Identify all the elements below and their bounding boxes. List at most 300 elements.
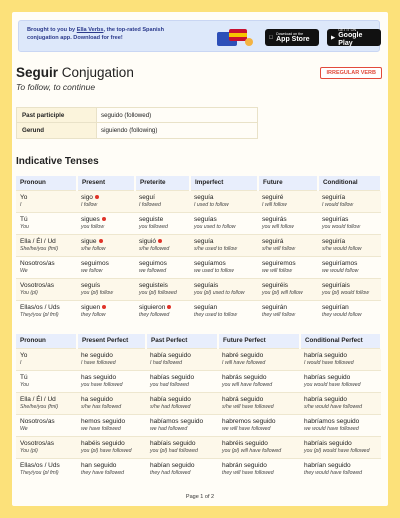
pronoun-translation: You (pl) xyxy=(20,447,38,454)
translation: you have followed xyxy=(81,381,123,388)
column-header: Preterite xyxy=(135,176,190,190)
conjugation-cell xyxy=(77,234,135,256)
column-header: Imperfect xyxy=(190,176,258,190)
conjugated-form: seguiría xyxy=(322,193,346,201)
conjugated-form: habéis seguido xyxy=(81,439,125,447)
pronoun-cell xyxy=(16,458,77,480)
conjugation-cell xyxy=(300,348,381,370)
translation: you (pl) have followed xyxy=(81,447,132,454)
conjugation-cell xyxy=(300,370,381,392)
conjugated-form: seguía xyxy=(194,237,214,245)
conjugation-cell xyxy=(318,234,381,256)
column-header: Conditional xyxy=(318,176,381,190)
conjugated-form-wrap xyxy=(81,259,135,268)
translation: I will follow xyxy=(262,201,287,208)
translation: they will follow xyxy=(262,311,296,318)
table-row xyxy=(16,278,381,300)
conjugated-form-wrap xyxy=(262,281,318,290)
translation: you will have followed xyxy=(222,381,273,388)
conjugated-form-wrap xyxy=(222,461,300,470)
conjugation-cell xyxy=(318,212,381,234)
conjugated-form: seguiste xyxy=(139,215,164,223)
conjugated-form: siguió xyxy=(139,237,156,245)
gerund-value: siguiendo (following) xyxy=(101,127,158,134)
conjugation-cell xyxy=(146,458,218,480)
translation: s/he will follow xyxy=(262,245,296,252)
conjugated-form-wrap xyxy=(262,237,318,246)
conjugated-form: sigues xyxy=(81,215,100,223)
app-store-sub: Download on the xyxy=(272,31,299,36)
pronoun: Yo xyxy=(20,351,28,359)
translation: you had followed xyxy=(150,381,189,388)
conjugation-cell xyxy=(135,212,190,234)
translation: you (pl) used to follow xyxy=(194,289,245,296)
pronoun-translation: We xyxy=(20,267,28,274)
translation: they follow xyxy=(81,311,106,318)
page-title xyxy=(16,64,134,82)
conjugated-form-wrap xyxy=(304,351,381,360)
translation: they will have followed xyxy=(222,469,274,476)
pronoun-cell xyxy=(16,278,77,300)
translation: s/he used to follow xyxy=(194,245,237,252)
translation: s/he would have followed xyxy=(304,403,362,410)
column-header: Present Perfect xyxy=(77,334,146,348)
table-row xyxy=(16,436,381,458)
conjugated-form-wrap xyxy=(262,259,318,268)
conjugation-cell xyxy=(146,348,218,370)
promo-banner xyxy=(18,20,380,52)
conjugation-cell xyxy=(77,436,146,458)
translation: s/he had followed xyxy=(150,403,191,410)
translation: I had followed xyxy=(150,359,183,366)
conjugated-form: habré seguido xyxy=(222,351,264,359)
conjugation-cell xyxy=(135,278,190,300)
verb-translation: To follow, to continue xyxy=(16,82,96,92)
pronoun-cell xyxy=(16,414,77,436)
conjugated-form: seguís xyxy=(81,281,101,289)
conjugated-form-wrap xyxy=(81,215,135,224)
verb-name: Seguir xyxy=(16,65,59,80)
conjugation-cell xyxy=(218,370,300,392)
conjugation-cell xyxy=(218,392,300,414)
conjugation-cell xyxy=(218,348,300,370)
pronoun-translation: They/you (pl fml) xyxy=(20,469,59,476)
conjugation-cell xyxy=(300,436,381,458)
conjugation-cell xyxy=(258,212,318,234)
conjugated-form-wrap xyxy=(139,237,190,246)
column-header: Past Perfect xyxy=(146,334,218,348)
conjugated-form: habréis seguido xyxy=(222,439,268,447)
irregular-verb-badge: IRREGULAR VERB xyxy=(320,67,382,79)
participle-row xyxy=(17,108,257,123)
pronoun-translation: You xyxy=(20,381,29,388)
pronoun-cell xyxy=(16,212,77,234)
conjugated-form-wrap xyxy=(81,237,135,246)
translation: s/he followed xyxy=(139,245,170,252)
conjugation-cell xyxy=(258,190,318,212)
translation: I follow xyxy=(81,201,98,208)
conjugated-form: seguías xyxy=(194,215,217,223)
promo-prefix: Brought to you by xyxy=(27,27,77,33)
conjugated-form-wrap xyxy=(222,417,300,426)
table-row xyxy=(16,256,381,278)
conjugated-form-wrap xyxy=(81,281,135,290)
irregular-dot-icon xyxy=(102,305,106,309)
column-header: Pronoun xyxy=(16,176,77,190)
conjugated-form: había seguido xyxy=(150,351,191,359)
conjugation-cell xyxy=(135,256,190,278)
table-row xyxy=(16,414,381,436)
conjugated-form-wrap xyxy=(81,461,146,470)
conjugated-form-wrap xyxy=(222,439,300,448)
conjugation-cell xyxy=(218,414,300,436)
pronoun: Yo xyxy=(20,193,28,201)
conjugation-cell xyxy=(258,300,318,322)
conjugated-form-wrap xyxy=(222,351,300,360)
conjugated-form: habríais seguido xyxy=(304,439,352,447)
translation: we will follow xyxy=(262,267,292,274)
conjugated-form: seguirán xyxy=(262,303,287,311)
table-row xyxy=(16,212,381,234)
translation: you will follow xyxy=(262,223,294,230)
conjugation-cell xyxy=(135,190,190,212)
translation: they had followed xyxy=(150,469,191,476)
participle-label: Past participle xyxy=(17,108,97,122)
conjugated-form: habrán seguido xyxy=(222,461,267,469)
pronoun: Ellas/os / Uds xyxy=(20,303,60,311)
irregular-dot-icon xyxy=(158,239,162,243)
pronoun-cell xyxy=(16,370,77,392)
conjugated-form-wrap xyxy=(81,439,146,448)
pronoun-translation: You (pl) xyxy=(20,289,38,296)
conjugated-form: seguirían xyxy=(322,303,349,311)
table-row xyxy=(16,190,381,212)
conjugation-cell xyxy=(77,190,135,212)
pronoun-cell xyxy=(16,348,77,370)
column-header: Present xyxy=(77,176,135,190)
conjugation-cell xyxy=(258,234,318,256)
irregular-dot-icon xyxy=(102,217,106,221)
conjugated-form-wrap xyxy=(194,281,258,290)
conjugated-form: siguieron xyxy=(139,303,166,311)
column-header: Conditional Perfect xyxy=(300,334,381,348)
conjugated-form-wrap xyxy=(194,215,258,224)
conjugated-form-wrap xyxy=(304,417,381,426)
conjugation-cell xyxy=(190,278,258,300)
conjugation-cell xyxy=(135,234,190,256)
conjugation-cell xyxy=(318,300,381,322)
translation: s/he would follow xyxy=(322,245,362,252)
conjugated-form-wrap xyxy=(194,303,258,312)
conjugation-cell xyxy=(300,392,381,414)
conjugated-form-wrap xyxy=(139,215,190,224)
pronoun-translation: She/he/you (fml) xyxy=(20,245,59,252)
translation: we have followed xyxy=(81,425,121,432)
pronoun: Ella / Él / Ud xyxy=(20,395,56,403)
conjugated-form: habíais seguido xyxy=(150,439,196,447)
conjugated-form-wrap xyxy=(304,461,381,470)
conjugated-form: habían seguido xyxy=(150,461,195,469)
conjugated-form-wrap xyxy=(139,259,190,268)
translation: you followed xyxy=(139,223,168,230)
column-header: Future Perfect xyxy=(218,334,300,348)
translation: you would follow xyxy=(322,223,361,230)
conjugated-form: seguíamos xyxy=(194,259,226,267)
translation: s/he has followed xyxy=(81,403,122,410)
gerund-row xyxy=(17,123,257,138)
conjugation-cell xyxy=(77,256,135,278)
irregular-dot-icon xyxy=(95,195,99,199)
translation: I would have followed xyxy=(304,359,354,366)
apple-icon xyxy=(269,35,273,41)
translation: s/he follow xyxy=(81,245,106,252)
ella-verbs-link[interactable]: Ella Verbs xyxy=(76,27,104,33)
section-title: Indicative Tenses xyxy=(16,156,99,167)
translation: we had followed xyxy=(150,425,188,432)
conjugated-form: seguiré xyxy=(262,193,284,201)
translation: we would have followed xyxy=(304,425,359,432)
conjugated-form-wrap xyxy=(322,215,381,224)
translation: we will have followed xyxy=(222,425,271,432)
conjugation-cell xyxy=(77,392,146,414)
translation: we used to follow xyxy=(194,267,234,274)
conjugated-form-wrap xyxy=(262,215,318,224)
conjugated-form-wrap xyxy=(81,373,146,382)
gerund-label: Gerund xyxy=(17,123,97,138)
conjugated-form-wrap xyxy=(150,351,218,360)
title-rest: Conjugation xyxy=(58,65,134,80)
translation: you (pl) would follow xyxy=(322,289,369,296)
conjugated-form-wrap xyxy=(322,193,381,202)
conjugated-form: seguiría xyxy=(322,237,346,245)
pronoun-cell xyxy=(16,300,77,322)
pronoun-translation: They/you (pl fml) xyxy=(20,311,59,318)
conjugated-form-wrap xyxy=(81,303,135,312)
conjugation-cell xyxy=(318,256,381,278)
conjugation-cell xyxy=(218,436,300,458)
conjugated-form: seguirás xyxy=(262,215,287,223)
table-row xyxy=(16,300,381,322)
conjugated-form-wrap xyxy=(262,193,318,202)
conjugation-cell xyxy=(218,458,300,480)
conjugated-form: habrían seguido xyxy=(304,461,351,469)
conjugated-form-wrap xyxy=(150,395,218,404)
conjugation-cell xyxy=(146,392,218,414)
irregular-dot-icon xyxy=(99,239,103,243)
conjugated-form: sigue xyxy=(81,237,97,245)
conjugated-form-wrap xyxy=(194,259,258,268)
app-store-button[interactable] xyxy=(265,29,319,46)
conjugated-form-wrap xyxy=(150,417,218,426)
conjugated-form: seguirá xyxy=(262,237,284,245)
translation: I have followed xyxy=(81,359,116,366)
conjugation-cell xyxy=(190,212,258,234)
irregular-dot-icon xyxy=(167,305,171,309)
conjugated-form-wrap xyxy=(81,395,146,404)
conjugation-cell xyxy=(318,278,381,300)
conjugated-form-wrap xyxy=(139,303,190,312)
conjugation-cell xyxy=(258,278,318,300)
conjugated-form-wrap xyxy=(222,373,300,382)
conjugated-form: habrá seguido xyxy=(222,395,264,403)
conjugation-cell xyxy=(77,458,146,480)
play-icon: ▶ xyxy=(331,34,336,41)
translation: you would have followed xyxy=(304,381,361,388)
translation: we followed xyxy=(139,267,167,274)
translation: I will have followed xyxy=(222,359,266,366)
conjugated-form-wrap xyxy=(222,395,300,404)
translation: you (pl) would have followed xyxy=(304,447,370,454)
conjugated-form-wrap xyxy=(322,237,381,246)
translation: you (pl) will follow xyxy=(262,289,303,296)
compound-tenses-table xyxy=(16,334,382,480)
conjugation-cell xyxy=(190,190,258,212)
conjugation-cell xyxy=(77,348,146,370)
pronoun: Tú xyxy=(20,373,28,381)
conjugated-form: seguí xyxy=(139,193,155,201)
conjugated-form: habría seguido xyxy=(304,351,348,359)
conjugation-cell xyxy=(190,234,258,256)
conjugation-page xyxy=(12,12,388,506)
conjugated-form: seguiríamos xyxy=(322,259,358,267)
conjugation-cell xyxy=(190,300,258,322)
translation: s/he will have followed xyxy=(222,403,274,410)
conjugated-form-wrap xyxy=(322,259,381,268)
conjugated-form-wrap xyxy=(304,373,381,382)
conjugated-form: seguiréis xyxy=(262,281,289,289)
pronoun-translation: I xyxy=(20,359,22,366)
pronoun-translation: I xyxy=(20,201,22,208)
pronoun-translation: We xyxy=(20,425,28,432)
translation: they would have followed xyxy=(304,469,362,476)
promo-text xyxy=(27,26,177,42)
table-row xyxy=(16,370,381,392)
conjugated-form: hemos seguido xyxy=(81,417,126,425)
conjugation-cell xyxy=(77,414,146,436)
conjugated-form: había seguido xyxy=(150,395,191,403)
column-header: Future xyxy=(258,176,318,190)
conjugated-form-wrap xyxy=(150,373,218,382)
conjugated-form: habría seguido xyxy=(304,395,348,403)
conjugated-form: seguiríais xyxy=(322,281,350,289)
table-row xyxy=(16,392,381,414)
google-play-button[interactable] xyxy=(327,29,381,46)
app-store-label: App Store xyxy=(272,35,306,43)
conjugated-form: habíamos seguido xyxy=(150,417,204,425)
pronoun: Vosotros/as xyxy=(20,439,54,447)
conjugated-form: he seguido xyxy=(81,351,113,359)
pronoun: Ellas/os / Uds xyxy=(20,461,60,469)
translation: I followed xyxy=(139,201,161,208)
pronoun: Vosotros/as xyxy=(20,281,54,289)
flags-illustration-icon xyxy=(215,26,255,48)
conjugated-form: seguimos xyxy=(81,259,109,267)
pronoun-cell xyxy=(16,256,77,278)
translation: you (pl) had followed xyxy=(150,447,198,454)
conjugated-form: ha seguido xyxy=(81,395,113,403)
translation: I used to follow xyxy=(194,201,229,208)
conjugation-cell xyxy=(300,458,381,480)
conjugated-form: habrías seguido xyxy=(304,373,351,381)
conjugated-form: seguiremos xyxy=(262,259,296,267)
conjugation-cell xyxy=(77,300,135,322)
conjugated-form-wrap xyxy=(150,439,218,448)
conjugated-form: has seguido xyxy=(81,373,117,381)
page-number: Page 1 of 2 xyxy=(185,494,215,500)
pronoun-cell xyxy=(16,392,77,414)
conjugated-form: seguíais xyxy=(194,281,219,289)
pronoun: Ella / Él / Ud xyxy=(20,237,56,245)
conjugation-cell xyxy=(77,212,135,234)
conjugated-form-wrap xyxy=(322,303,381,312)
translation: we would follow xyxy=(322,267,359,274)
translation: you follow xyxy=(81,223,105,230)
conjugation-cell xyxy=(318,190,381,212)
pronoun-cell xyxy=(16,234,77,256)
table-row xyxy=(16,234,381,256)
translation: they would follow xyxy=(322,311,362,318)
pronoun: Tú xyxy=(20,215,28,223)
conjugation-cell xyxy=(146,436,218,458)
pronoun-translation: You xyxy=(20,223,29,230)
pronoun-translation: She/he/you (fml) xyxy=(20,403,59,410)
conjugated-form-wrap xyxy=(304,439,381,448)
conjugation-cell xyxy=(77,278,135,300)
conjugated-form: habremos seguido xyxy=(222,417,276,425)
google-play-sub: GET IT ON xyxy=(338,27,357,32)
translation: they have followed xyxy=(81,469,124,476)
conjugated-form-wrap xyxy=(194,237,258,246)
pronoun-cell xyxy=(16,436,77,458)
conjugated-form: seguían xyxy=(194,303,218,311)
promo-suffix: , the top-rated Spanish conjugation app. Download for free! xyxy=(27,27,165,41)
conjugated-form-wrap xyxy=(322,281,381,290)
conjugated-form-wrap xyxy=(139,281,190,290)
conjugation-cell xyxy=(258,256,318,278)
conjugated-form: seguisteis xyxy=(139,281,168,289)
column-header: Pronoun xyxy=(16,334,77,348)
conjugated-form: han seguido xyxy=(81,461,117,469)
conjugated-form-wrap xyxy=(262,303,318,312)
conjugation-cell xyxy=(135,300,190,322)
conjugated-form: habrás seguido xyxy=(222,373,267,381)
conjugated-form: seguía xyxy=(194,193,214,201)
conjugation-cell xyxy=(146,370,218,392)
participle-value: seguido (followed) xyxy=(101,111,152,119)
translation: you (pl) follow xyxy=(81,289,114,296)
pronoun-cell xyxy=(16,190,77,212)
conjugated-form: sigo xyxy=(81,193,93,201)
conjugated-form-wrap xyxy=(139,193,190,202)
translation: they used to follow xyxy=(194,311,237,318)
table-row xyxy=(16,348,381,370)
translation: you used to follow xyxy=(194,223,236,230)
translation: you (pl) will have followed xyxy=(222,447,282,454)
conjugated-form: habríamos seguido xyxy=(304,417,360,425)
conjugated-form: habías seguido xyxy=(150,373,195,381)
conjugation-cell xyxy=(190,256,258,278)
conjugated-form-wrap xyxy=(194,193,258,202)
conjugated-form-wrap xyxy=(81,417,146,426)
simple-tenses-table xyxy=(16,176,382,322)
translation: we follow xyxy=(81,267,103,274)
translation: I would follow xyxy=(322,201,354,208)
conjugated-form: seguirías xyxy=(322,215,349,223)
google-play-label: Google Play xyxy=(338,31,363,47)
conjugated-form-wrap xyxy=(304,395,381,404)
conjugated-form-wrap xyxy=(81,193,135,202)
conjugation-cell xyxy=(300,414,381,436)
